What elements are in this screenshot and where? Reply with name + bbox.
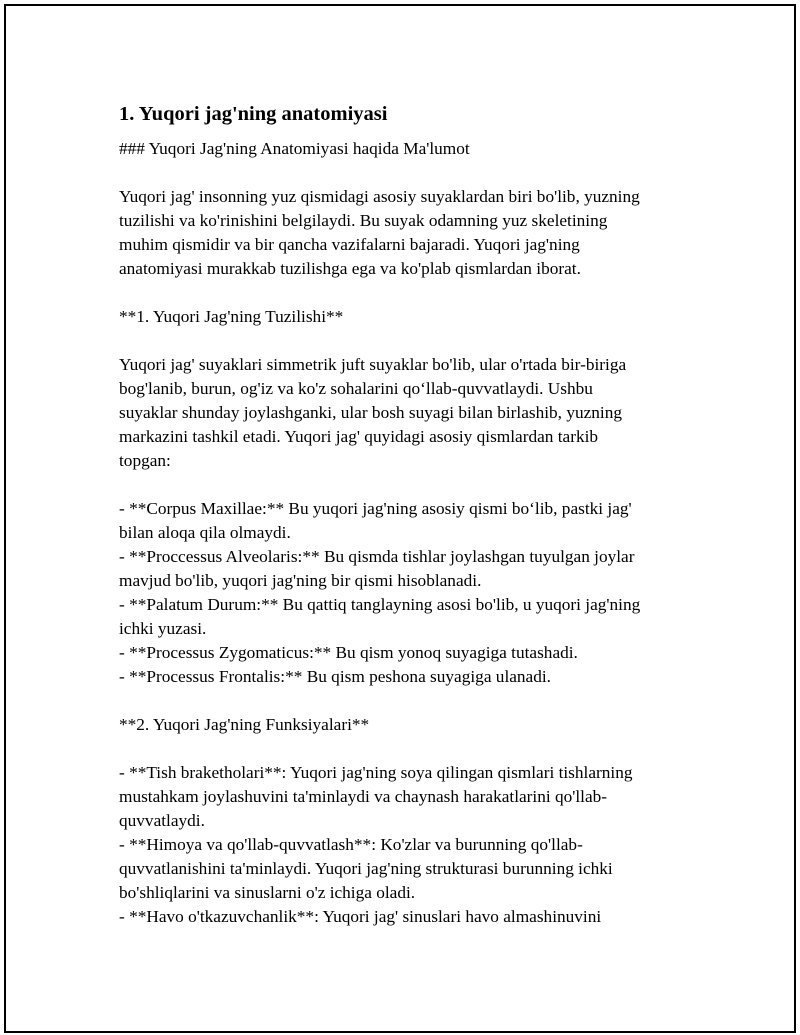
- section2-list: [119, 761, 689, 929]
- text-line: Yuqori jag' suyaklari simmetrik juft suyaklar bo'lib, ular o'rtada bir-biriga: [119, 355, 627, 374]
- text-line: markazini tashkil etadi. Yuqori jag' quyidagi asosiy qismlardan tarkib: [119, 427, 599, 446]
- text-line: bog'lanib, burun, og'iz va ko'z sohalarini qo‘llab-quvvatlaydi. Ushbu: [119, 379, 593, 398]
- list-item-continuation: ichki yuzasi.: [119, 619, 207, 638]
- list-item: - **Corpus Maxillae:** Bu yuqori jag'ning asosiy qismi bo‘lib, pastki jag': [119, 499, 632, 518]
- list-item-continuation: quvvatlaydi.: [119, 811, 205, 830]
- text-line: tuzilishi va ko'rinishini belgilaydi. Bu suyak odamning yuz skeletining: [119, 211, 608, 230]
- list-item: - **Havo o'tkazuvchanlik**: Yuqori jag' sinuslari havo almashinuvini: [119, 907, 602, 926]
- section1-paragraph: [119, 353, 689, 473]
- section1-heading: [119, 305, 689, 329]
- heading-line: **1. Yuqori Jag'ning Tuzilishi**: [119, 307, 344, 326]
- text-line: Yuqori jag' insonning yuz qismidagi asosiy suyaklardan biri bo'lib, yuzning: [119, 187, 640, 206]
- text-line: suyaklar shunday joylashganki, ular bosh suyagi bilan birlashib, yuzning: [119, 403, 622, 422]
- document-subtitle: [119, 137, 689, 161]
- document-body: [119, 101, 689, 953]
- text-line: muhim qismidir va bir qancha vazifalarni bajaradi. Yuqori jag'ning: [119, 235, 580, 254]
- list-item-continuation: bo'shliqlarini va sinuslarni o'z ichiga oladi.: [119, 883, 416, 902]
- intro-paragraph: [119, 185, 689, 281]
- list-item: - **Tish braketholari**: Yuqori jag'ning soya qilingan qismlari tishlarning: [119, 763, 633, 782]
- list-item: - **Palatum Durum:** Bu qattiq tanglayning asosi bo'lib, u yuqori jag'ning: [119, 595, 641, 614]
- heading-line: **2. Yuqori Jag'ning Funksiyalari**: [119, 715, 370, 734]
- section1-list: [119, 497, 689, 689]
- list-item: - **Processus Frontalis:** Bu qism peshona suyagiga ulanadi.: [119, 667, 551, 686]
- subtitle-line: ### Yuqori Jag'ning Anatomiyasi haqida Ma'lumot: [119, 139, 470, 158]
- list-item: - **Processus Zygomaticus:** Bu qism yonoq suyagiga tutashadi.: [119, 643, 578, 662]
- list-item-continuation: mavjud bo'lib, yuqori jag'ning bir qismi hisoblanadi.: [119, 571, 482, 590]
- list-item-continuation: bilan aloqa qila olmaydi.: [119, 523, 291, 542]
- text-line: anatomiyasi murakkab tuzilishga ega va ko'plab qismlardan iborat.: [119, 259, 581, 278]
- list-item: - **Proccessus Alveolaris:** Bu qismda tishlar joylashgan tuyulgan joylar: [119, 547, 635, 566]
- document-title: 1. Yuqori jag'ning anatomiyasi: [119, 103, 388, 125]
- section2-heading: [119, 713, 689, 737]
- text-line: topgan:: [119, 451, 171, 470]
- list-item-continuation: quvvatlanishini ta'minlaydi. Yuqori jag'ning strukturasi burunning ichki: [119, 859, 613, 878]
- list-item: - **Himoya va qo'llab-quvvatlash**: Ko'zlar va burunning qo'llab-: [119, 835, 583, 854]
- page-frame: [4, 4, 796, 1033]
- list-item-continuation: mustahkam joylashuvini ta'minlaydi va chaynash harakatlarini qo'llab-: [119, 787, 608, 806]
